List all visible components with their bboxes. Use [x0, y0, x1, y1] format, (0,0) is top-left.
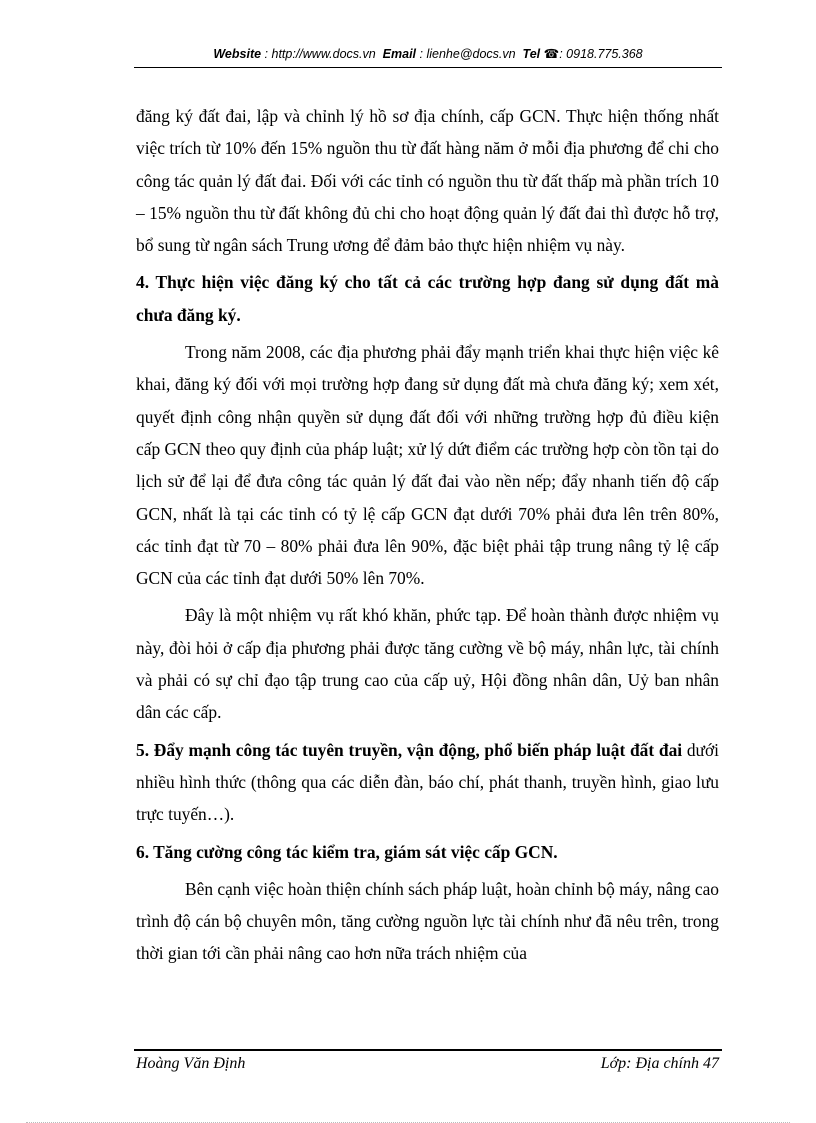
heading-section-5 — [136, 734, 719, 831]
paragraph-supervision: Bên cạnh việc hoàn thiện chính sách pháp luật, hoàn chỉnh bộ máy, nâng cao trình độ cán bộ chuyên môn, tăng cường nguồn lực tài chính như đã nêu trên, trong thời gian tới cần phải nâng cao hơn nữa trách nhiệm của — [136, 878, 719, 964]
phone-icon: ☎ — [543, 47, 560, 61]
paragraph-registration: Trong năm 2008, các địa phương phải đẩy mạnh triển khai thực hiện việc kê khai, đăng ký đối với mọi trường hợp đang sử dụng đất mà chưa đăng ký; xem xét, quyết định công nhận quyền sử dụng đất đối với những trường hợp đủ điều kiện cấp GCN theo quy định của pháp luật; xử lý dứt điểm các trường hợp còn tồn tại do lịch sử để lại để đưa công tác quản lý đất đai vào nền nếp; đẩy nhanh tiến độ cấp GCN, nhất là tại các tỉnh có tỷ lệ cấp GCN đạt dưới 70% phải đưa lên trên 80%, các tỉnh đạt từ 70 – 80% phải đưa lên 90%, đặc biệt phải tập trung nâng tỷ lệ cấp GCN của các tỉnh đạt dưới 50% lên 70%. — [136, 342, 719, 589]
paragraph-difficulty: Đây là một nhiệm vụ rất khó khăn, phức tạp. Để hoàn thành được nhiệm vụ này, đòi hỏi ở cấp địa phương phải được tăng cường về bộ máy, nhân lực, tài chính và phải có sự chỉ đạo tập trung cao của cấp uỷ, Hội đồng nhân dân, Uỷ ban nhân dân các cấp. — [136, 605, 719, 723]
heading-section-5-title: 5. Đẩy mạnh công tác tuyên truyền, vận động, phổ biến pháp luật đất đai — [136, 739, 683, 760]
page-header — [134, 46, 722, 61]
page-footer — [136, 1055, 719, 1073]
footer-divider — [134, 1049, 722, 1051]
heading-section-4: 4. Thực hiện việc đăng ký cho tất cả các trường hợp đang sử dụng đất mà chưa đăng ký. — [136, 272, 719, 325]
email-label: Email — [382, 47, 417, 61]
email-value: : lienhe@docs.vn — [419, 47, 516, 61]
paragraph-funding: đăng ký đất đai, lập và chỉnh lý hồ sơ địa chính, cấp GCN. Thực hiện thống nhất việc trích từ 10% đến 15% nguồn thu từ đất hàng năm ở mỗi địa phương để chi cho công tác quản lý đất đai. Đối với các tỉnh có nguồn thu từ đất thấp mà phần trích 10 – 15% nguồn thu từ đất không đủ chi cho hoạt động quản lý đất đai thì được hỗ trợ, bổ sung từ ngân sách Trung ương để đảm bảo thực hiện nhiệm vụ này. — [136, 106, 719, 256]
tel-label: Tel — [522, 47, 541, 61]
website-value: : http://www.docs.vn — [264, 47, 376, 61]
tel-value: : 0918.775.368 — [559, 47, 643, 61]
footer-author: Hoàng Văn Định — [136, 1055, 246, 1072]
header-divider — [134, 67, 722, 68]
website-label: Website — [213, 47, 262, 61]
heading-section-5-text: dưới nhiều hình thức (thông qua các diễn đàn, báo chí, phát thanh, truyền hình, giao lưu trực tuyến…). — [136, 739, 719, 825]
footer-class: Lớp: Địa chính 47 — [600, 1055, 719, 1072]
document-body — [136, 100, 719, 970]
heading-section-6: 6. Tăng cường công tác kiểm tra, giám sát việc cấp GCN. — [136, 841, 558, 862]
